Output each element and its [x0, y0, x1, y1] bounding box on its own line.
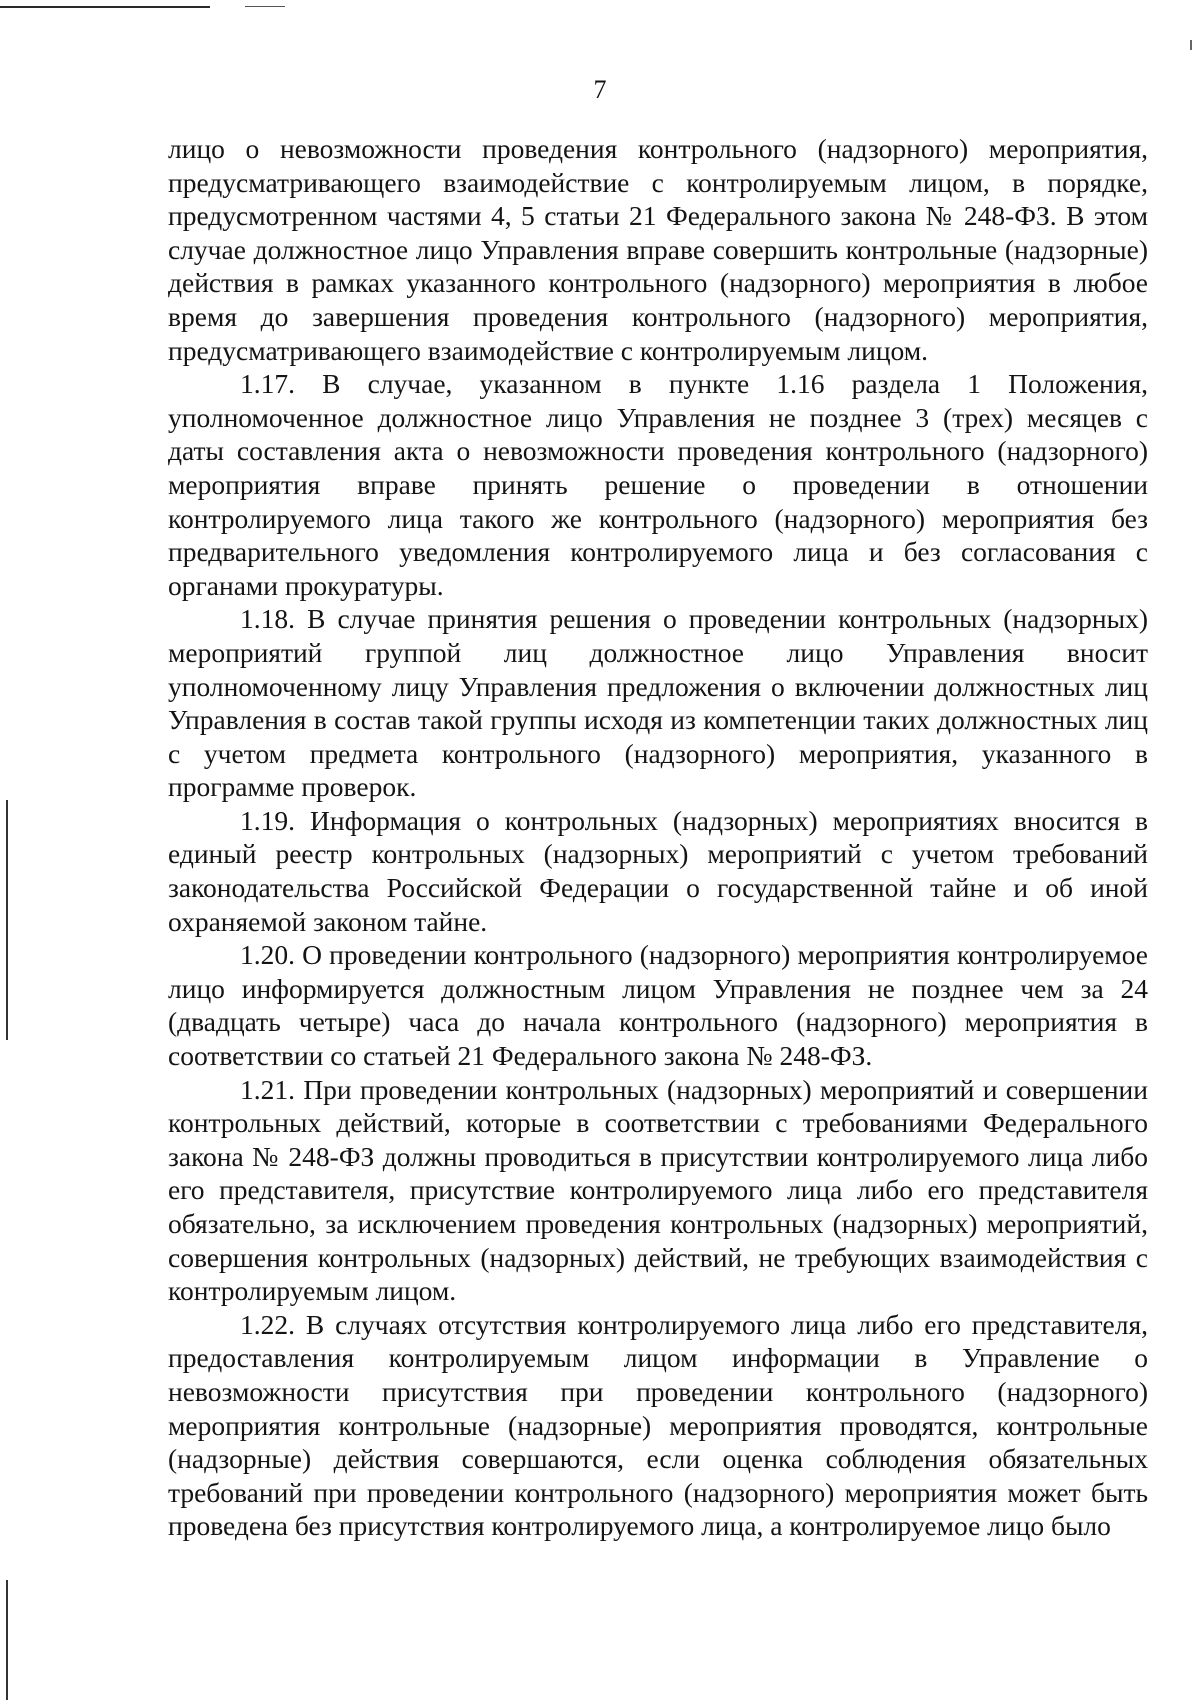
- paragraph-1-20: 1.20. О проведении контрольного (надзорного) мероприятия контролируемое лицо информируется должностным лицом Управления не позднее чем за 24 (двадцать четыре) часа до начала контрольного (надзорного) мероприятия в соответствии со статьей 21 Федерального закона № 248-ФЗ.: [168, 939, 1148, 1072]
- scan-artifact-top-line: [0, 6, 210, 8]
- paragraph-1-16-continuation: лицо о невозможности проведения контрольного (надзорного) мероприятия, предусматривающего взаимодействие с контролируемым лицом, в порядке, предусмотренном частями 4, 5 статьи 21 Федерального закона № 248-ФЗ. В этом случае должностное лицо Управления вправе совершить контрольные (надзорные) действия в рамках указанного контрольного (надзорного) мероприятия в любое время до завершения проведения контрольного (надзорного) мероприятия, предусматривающего взаимодействие с контролируемым лицом.: [168, 133, 1148, 366]
- paragraph-1-17: 1.17. В случае, указанном в пункте 1.16 раздела 1 Положения, уполномоченное должностное лицо Управления не позднее 3 (трех) месяцев с даты составления акта о невозможности проведения контрольного (надзорного) мероприятия вправе принять решение о проведении в отношении контролируемого лица такого же контрольного (надзорного) мероприятия без предварительного уведомления контролируемого лица и без согласования с органами прокуратуры.: [168, 368, 1148, 601]
- scan-artifact-left-edge-lower: [6, 1580, 8, 1700]
- scan-artifact-top-line-short: [245, 6, 285, 7]
- scan-artifact-right-mark: [1190, 40, 1192, 50]
- paragraph-1-22: 1.22. В случаях отсутствия контролируемого лица либо его представителя, предоставления контролируемым лицом информации в Управление о невозможности присутствия при проведении контрольного (надзорного) мероприятия контрольные (надзорные) мероприятия проводятся, контрольные (надзорные) действия совершаются, если оценка соблюдения обязательных требований при проведении контрольного (надзорного) мероприятия может быть проведена без присутствия контролируемого лица, а контролируемое лицо было: [168, 1308, 1148, 1542]
- paragraph-1-18: 1.18. В случае принятия решения о проведении контрольных (надзорных) мероприятий группой лиц должностное лицо Управления вносит уполномоченному лицу Управления предложения о включении должностных лиц Управления в состав такой группы исходя из компетенции таких должностных лиц с учетом предмета контрольного (надзорного) мероприятия, указанного в программе проверок.: [168, 603, 1148, 803]
- scan-artifact-left-edge: [6, 800, 8, 1040]
- document-body: [168, 132, 1148, 1543]
- page-number: 7: [593, 75, 607, 104]
- paragraph-1-19: 1.19. Информация о контрольных (надзорных) мероприятиях вносится в единый реестр контрольных (надзорных) мероприятий с учетом требований законодательства Российской Федерации о государственной тайне и об иной охраняемой законом тайне.: [168, 804, 1148, 937]
- paragraph-1-21: 1.21. При проведении контрольных (надзорных) мероприятий и совершении контрольных действий, которые в соответствии с требованиями Федерального закона № 248-ФЗ должны проводиться в присутствии контролируемого лица либо его представителя, присутствие контролируемого лица либо его представителя обязательно, за исключением проведения контрольных (надзорных) мероприятий, совершения контрольных (надзорных) действий, не требующих взаимодействия с контролируемым лицом.: [168, 1073, 1148, 1307]
